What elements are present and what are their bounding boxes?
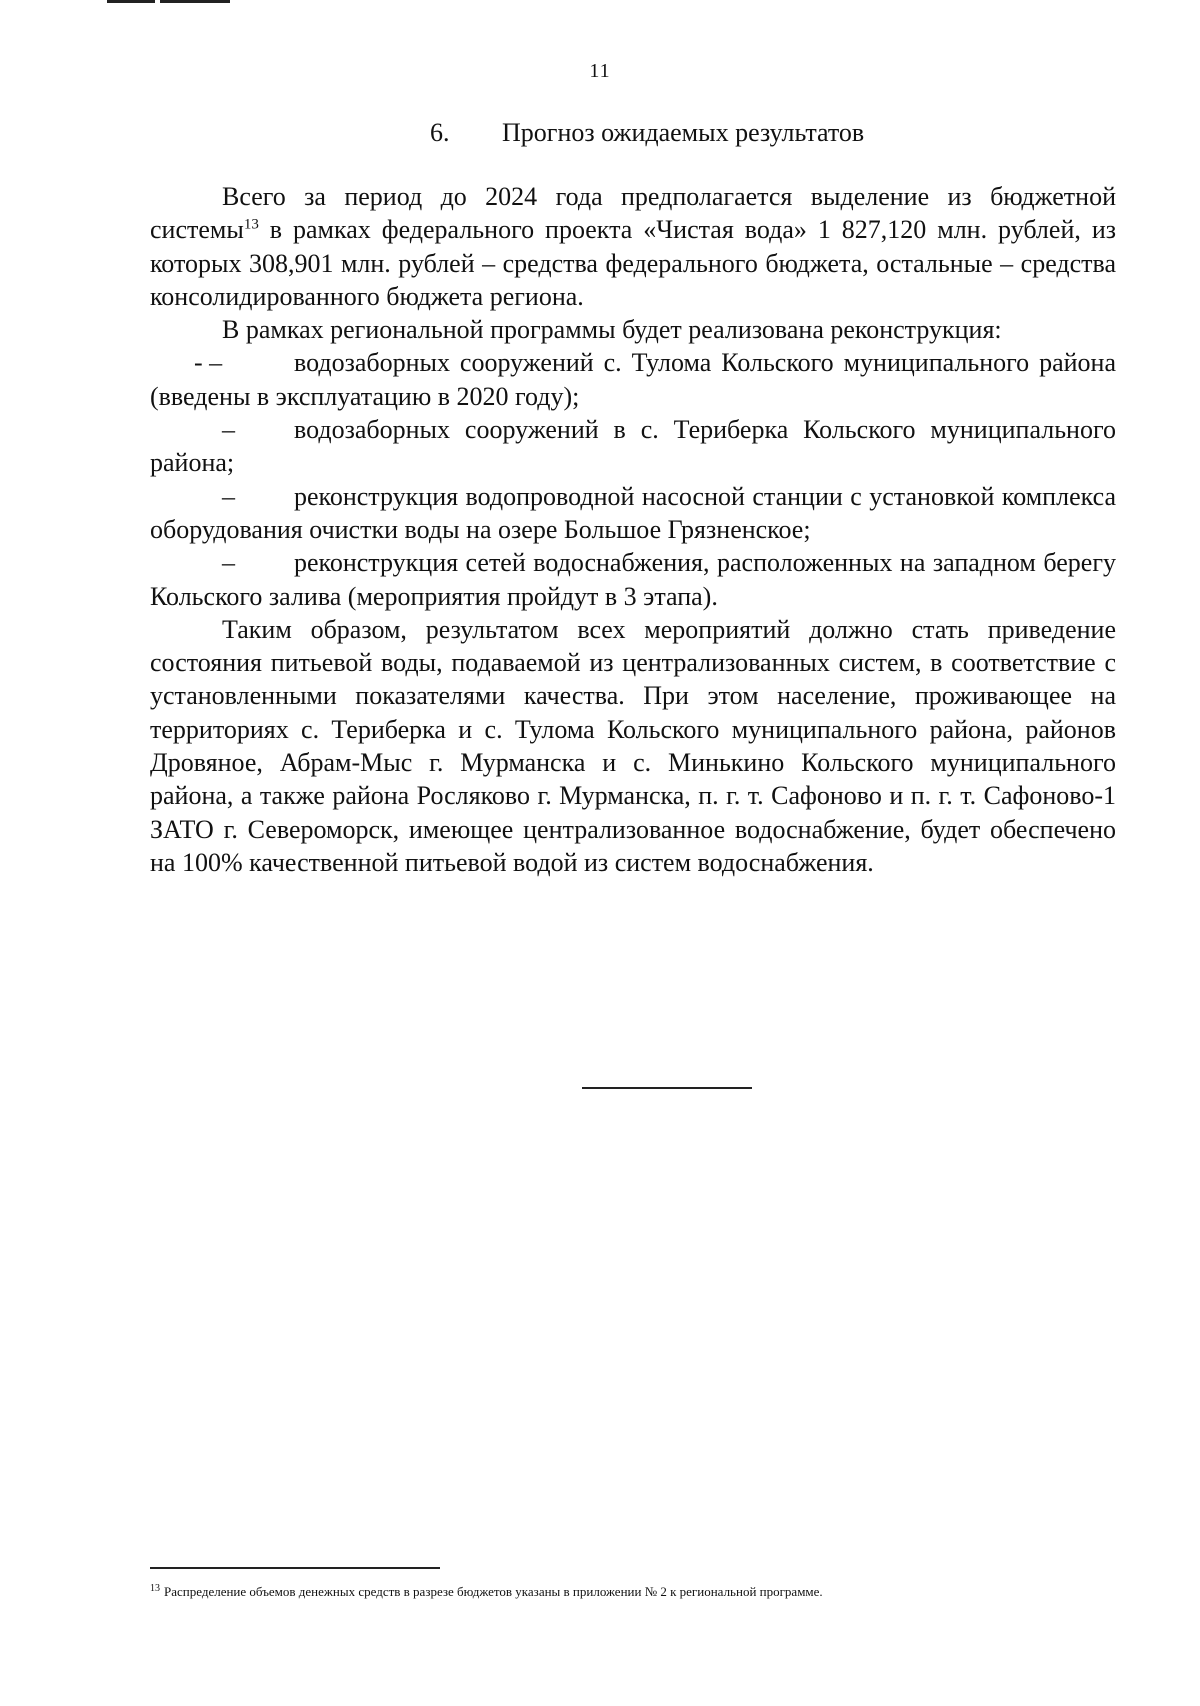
footnote [150, 1584, 1110, 1600]
footnote-marker: 13 [150, 1582, 160, 1594]
footnote-separator [150, 1567, 440, 1569]
list-item [150, 346, 1116, 413]
paragraph-funding [150, 180, 1116, 313]
section-heading [430, 118, 864, 148]
page-number: 11 [589, 60, 611, 82]
list-dash: – [222, 548, 235, 578]
scan-edge-mark [107, 0, 155, 3]
document-body [150, 180, 1116, 879]
paragraph-program-intro: В рамках региональной программы будет реализована реконструкция: [222, 315, 1002, 345]
list-item-text: реконструкция водопроводной насосной станции с установкой комплекса оборудования очистки воды на озере Большое Грязненское; [150, 481, 1116, 544]
list-dash: – [222, 481, 235, 511]
list-item [150, 413, 1116, 480]
footnote-reference: 13 [243, 216, 259, 233]
scan-edge-mark [160, 0, 230, 3]
list-dash: – [222, 415, 235, 445]
list-item-text: водозаборных сооружений с. Тулома Кольского муниципального района (введены в эксплуатацию в 2020 году); [150, 348, 1116, 411]
list-item-text: водозаборных сооружений в с. Териберка Кольского муниципального района; [150, 415, 1116, 478]
footnote-text: Распределение объемов денежных средств в разрезе бюджетов указаны в приложении № 2 к региональной программе. [164, 1584, 823, 1599]
list-dash: - – [194, 348, 223, 378]
list-item-text: реконструкция сетей водоснабжения, расположенных на западном берегу Кольского залива (мероприятия пройдут в 3 этапа). [150, 548, 1116, 611]
end-of-text-rule [582, 1087, 752, 1089]
list-item [150, 546, 1116, 613]
paragraph-text: Всего за период до 2024 года предполагается выделение из бюджетной системы [150, 182, 1116, 245]
section-number: 6. [430, 118, 450, 147]
list-item [150, 480, 1116, 547]
paragraph-text: в рамках федерального проекта «Чистая вода» 1 827,120 млн. рублей, из которых 308,901 млн. рублей – средства федерального бюджета, остальные – средства консолидированного бюджета региона. [150, 215, 1116, 311]
paragraph-conclusion: Таким образом, результатом всех мероприятий должно стать приведение состояния питьевой воды, подаваемой из централизованных систем, в соответствие с установленными показателями качества. При этом население, проживающее на территориях с. Териберка и с. Тулома Кольского муниципального района, районов Дровяное, Абрам-Мыс г. Мурманска и с. Минькино Кольского муниципального района, а также района Росляково г. Мурманска, п. г. т. Сафоново и п. г. т. Сафоново-1 ЗАТО г. Североморск, имеющее централизованное водоснабжение, будет обеспечено на 100% качественной питьевой водой из систем водоснабжения. [150, 614, 1116, 877]
section-title: Прогноз ожидаемых результатов [502, 118, 865, 147]
